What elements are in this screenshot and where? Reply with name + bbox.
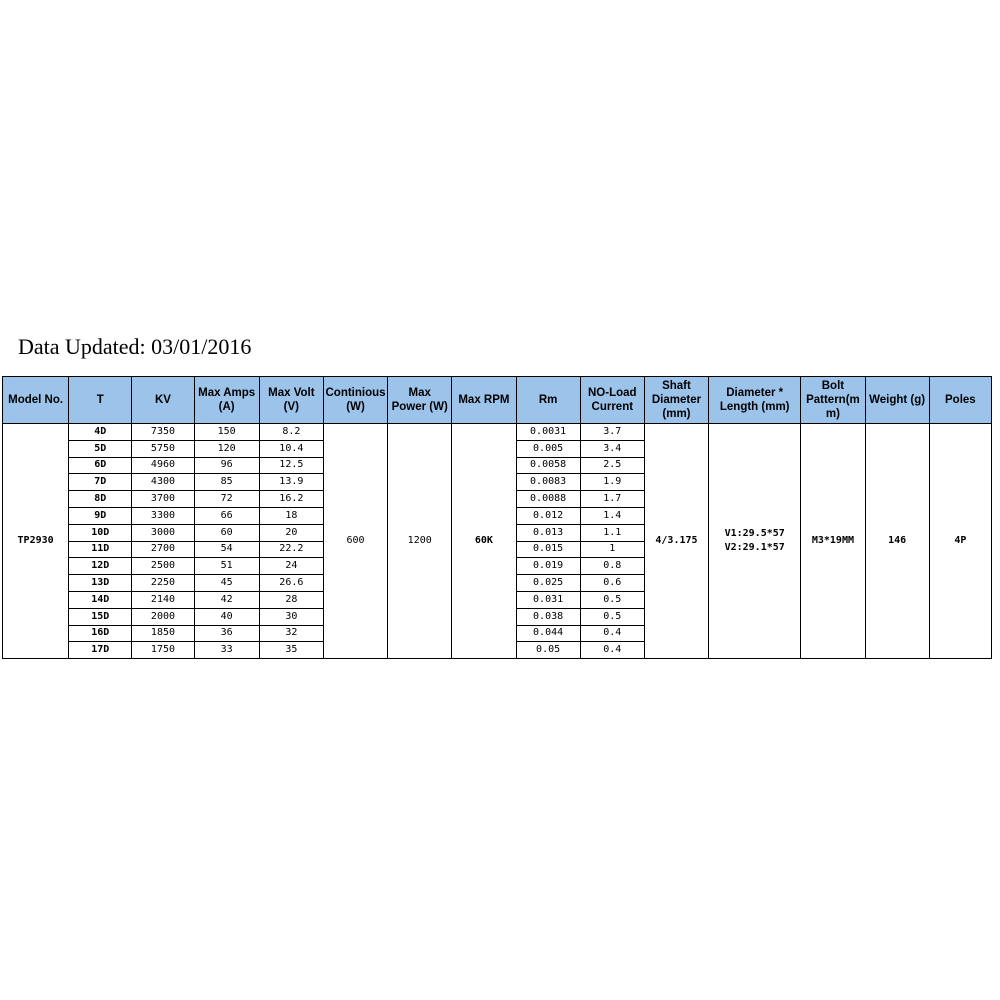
column-header: NO-Load Current <box>580 377 644 424</box>
max-amps-cell: 36 <box>194 625 259 642</box>
weight-cell: 146 <box>865 424 929 659</box>
turns-cell: 9D <box>69 507 132 524</box>
max-volt-cell: 16.2 <box>259 491 323 508</box>
no-load-current-cell: 3.4 <box>580 440 644 457</box>
max-amps-cell: 85 <box>194 474 259 491</box>
rm-cell: 0.05 <box>516 642 580 659</box>
column-header: KV <box>132 377 194 424</box>
kv-cell: 2000 <box>132 608 194 625</box>
kv-cell: 3300 <box>132 507 194 524</box>
rm-cell: 0.038 <box>516 608 580 625</box>
kv-cell: 1850 <box>132 625 194 642</box>
dimension-v1: V1:29.5*57 <box>724 528 785 540</box>
max-volt-cell: 26.6 <box>259 575 323 592</box>
max-volt-cell: 24 <box>259 558 323 575</box>
max-volt-cell: 18 <box>259 507 323 524</box>
rm-cell: 0.0083 <box>516 474 580 491</box>
column-header: Weight (g) <box>865 377 929 424</box>
kv-cell: 4960 <box>132 457 194 474</box>
max-amps-cell: 54 <box>194 541 259 558</box>
column-header: Max Power (W) <box>388 377 452 424</box>
rm-cell: 0.015 <box>516 541 580 558</box>
no-load-current-cell: 0.5 <box>580 608 644 625</box>
turns-cell: 10D <box>69 524 132 541</box>
max-rpm-cell: 60K <box>452 424 516 659</box>
max-volt-cell: 30 <box>259 608 323 625</box>
table-body <box>3 424 992 659</box>
no-load-current-cell: 0.6 <box>580 575 644 592</box>
dimension-v2: V2:29.1*57 <box>724 542 785 554</box>
max-amps-cell: 72 <box>194 491 259 508</box>
max-amps-cell: 45 <box>194 575 259 592</box>
kv-cell: 4300 <box>132 474 194 491</box>
diameter-length-cell <box>709 424 801 659</box>
turns-cell: 14D <box>69 591 132 608</box>
kv-cell: 2250 <box>132 575 194 592</box>
max-amps-cell: 40 <box>194 608 259 625</box>
max-volt-cell: 22.2 <box>259 541 323 558</box>
column-header: Rm <box>516 377 580 424</box>
turns-cell: 13D <box>69 575 132 592</box>
no-load-current-cell: 2.5 <box>580 457 644 474</box>
rm-cell: 0.019 <box>516 558 580 575</box>
max-power-cell: 1200 <box>388 424 452 659</box>
column-header: Bolt Pattern(m m) <box>801 377 865 424</box>
turns-cell: 5D <box>69 440 132 457</box>
max-volt-cell: 35 <box>259 642 323 659</box>
rm-cell: 0.0058 <box>516 457 580 474</box>
max-amps-cell: 33 <box>194 642 259 659</box>
rm-cell: 0.013 <box>516 524 580 541</box>
column-header: Max Volt (V) <box>259 377 323 424</box>
rm-cell: 0.044 <box>516 625 580 642</box>
turns-cell: 15D <box>69 608 132 625</box>
table-header-row <box>3 377 992 424</box>
column-header: Max RPM <box>452 377 516 424</box>
column-header: Model No. <box>3 377 69 424</box>
rm-cell: 0.0088 <box>516 491 580 508</box>
max-volt-cell: 12.5 <box>259 457 323 474</box>
no-load-current-cell: 0.8 <box>580 558 644 575</box>
column-header: Shaft Diameter (mm) <box>644 377 708 424</box>
max-amps-cell: 96 <box>194 457 259 474</box>
turns-cell: 11D <box>69 541 132 558</box>
model-cell: TP2930 <box>3 424 69 659</box>
shaft-diameter-cell: 4/3.175 <box>644 424 708 659</box>
turns-cell: 12D <box>69 558 132 575</box>
max-amps-cell: 120 <box>194 440 259 457</box>
max-volt-cell: 13.9 <box>259 474 323 491</box>
kv-cell: 2500 <box>132 558 194 575</box>
kv-cell: 1750 <box>132 642 194 659</box>
table-row <box>3 424 992 441</box>
rm-cell: 0.005 <box>516 440 580 457</box>
column-header: Poles <box>929 377 991 424</box>
turns-cell: 7D <box>69 474 132 491</box>
continuous-cell: 600 <box>323 424 387 659</box>
turns-cell: 8D <box>69 491 132 508</box>
no-load-current-cell: 1.9 <box>580 474 644 491</box>
turns-cell: 6D <box>69 457 132 474</box>
kv-cell: 5750 <box>132 440 194 457</box>
no-load-current-cell: 1.4 <box>580 507 644 524</box>
column-header: Diameter * Length (mm) <box>709 377 801 424</box>
kv-cell: 2700 <box>132 541 194 558</box>
motor-spec-table <box>2 376 992 659</box>
kv-cell: 3000 <box>132 524 194 541</box>
max-volt-cell: 10.4 <box>259 440 323 457</box>
no-load-current-cell: 0.4 <box>580 642 644 659</box>
no-load-current-cell: 1.1 <box>580 524 644 541</box>
max-amps-cell: 42 <box>194 591 259 608</box>
poles-cell: 4P <box>929 424 991 659</box>
turns-cell: 4D <box>69 424 132 441</box>
rm-cell: 0.031 <box>516 591 580 608</box>
kv-cell: 7350 <box>132 424 194 441</box>
column-header: Continious (W) <box>323 377 387 424</box>
max-volt-cell: 8.2 <box>259 424 323 441</box>
no-load-current-cell: 0.4 <box>580 625 644 642</box>
max-volt-cell: 32 <box>259 625 323 642</box>
turns-cell: 17D <box>69 642 132 659</box>
no-load-current-cell: 0.5 <box>580 591 644 608</box>
page-title: Data Updated: 03/01/2016 <box>18 334 252 359</box>
no-load-current-cell: 1.7 <box>580 491 644 508</box>
max-amps-cell: 150 <box>194 424 259 441</box>
max-amps-cell: 60 <box>194 524 259 541</box>
column-header: T <box>69 377 132 424</box>
turns-cell: 16D <box>69 625 132 642</box>
no-load-current-cell: 3.7 <box>580 424 644 441</box>
bolt-pattern-cell: M3*19MM <box>801 424 865 659</box>
column-header: Max Amps (A) <box>194 377 259 424</box>
no-load-current-cell: 1 <box>580 541 644 558</box>
kv-cell: 2140 <box>132 591 194 608</box>
max-amps-cell: 66 <box>194 507 259 524</box>
rm-cell: 0.025 <box>516 575 580 592</box>
max-volt-cell: 28 <box>259 591 323 608</box>
rm-cell: 0.0031 <box>516 424 580 441</box>
max-volt-cell: 20 <box>259 524 323 541</box>
rm-cell: 0.012 <box>516 507 580 524</box>
max-amps-cell: 51 <box>194 558 259 575</box>
kv-cell: 3700 <box>132 491 194 508</box>
